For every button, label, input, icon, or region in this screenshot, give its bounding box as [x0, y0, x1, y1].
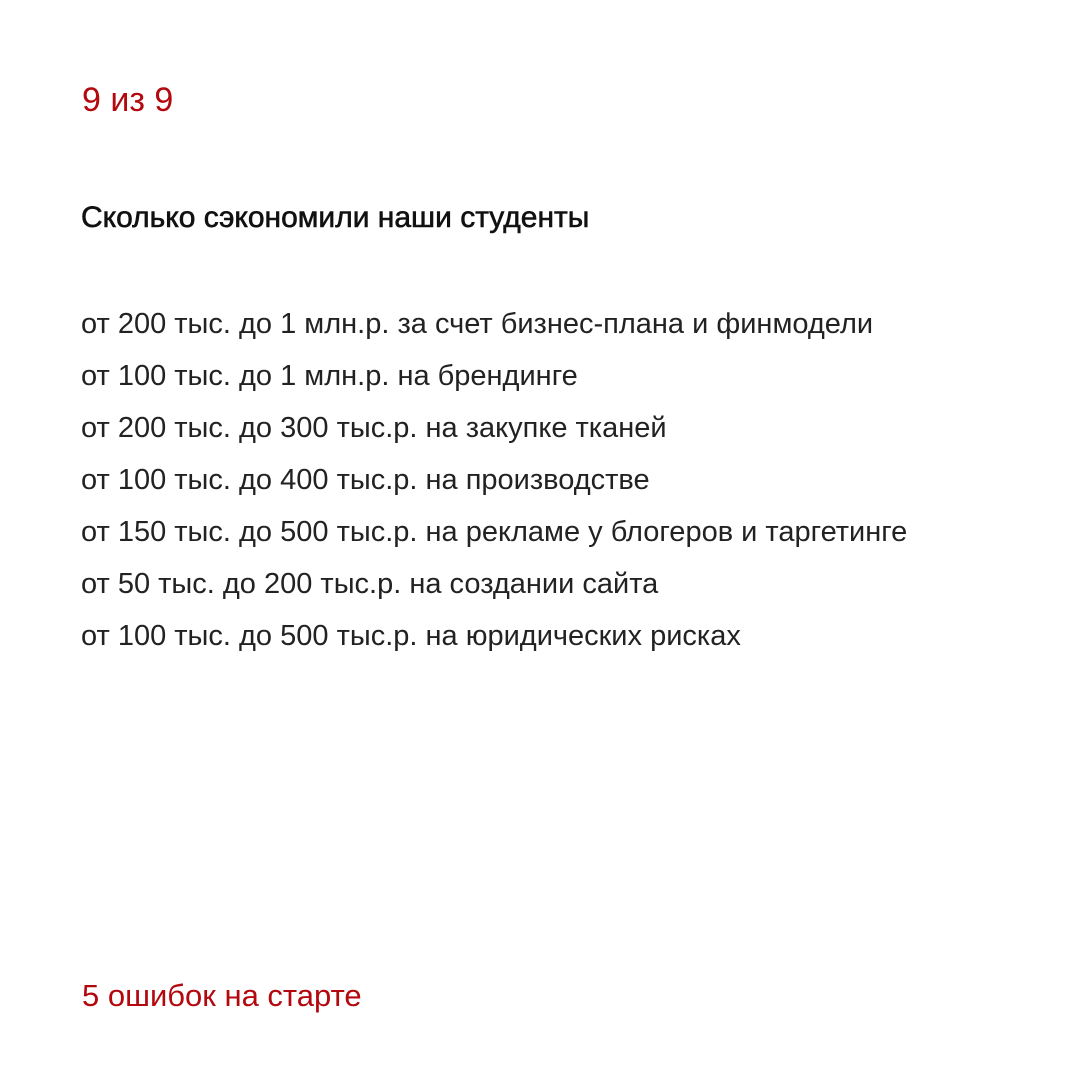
list-item: от 150 тыс. до 500 тыс.р. на рекламе у блогеров и таргетинге: [81, 516, 908, 548]
page-title: Сколько сэкономили наши студенты: [81, 201, 590, 234]
series-title: 5 ошибок на старте: [82, 978, 362, 1013]
list-item: от 100 тыс. до 500 тыс.р. на юридических рисках: [81, 620, 741, 652]
list-item: от 100 тыс. до 400 тыс.р. на производстве: [81, 464, 650, 496]
list-item: от 100 тыс. до 1 млн.р. на брендинге: [81, 360, 578, 392]
list-item: от 200 тыс. до 300 тыс.р. на закупке тканей: [81, 412, 667, 444]
slide-counter: 9 из 9: [82, 81, 174, 119]
list-item: от 50 тыс. до 200 тыс.р. на создании сайта: [81, 568, 659, 600]
list-item: от 200 тыс. до 1 млн.р. за счет бизнес-плана и финмодели: [81, 308, 874, 340]
savings-list: [81, 298, 994, 662]
